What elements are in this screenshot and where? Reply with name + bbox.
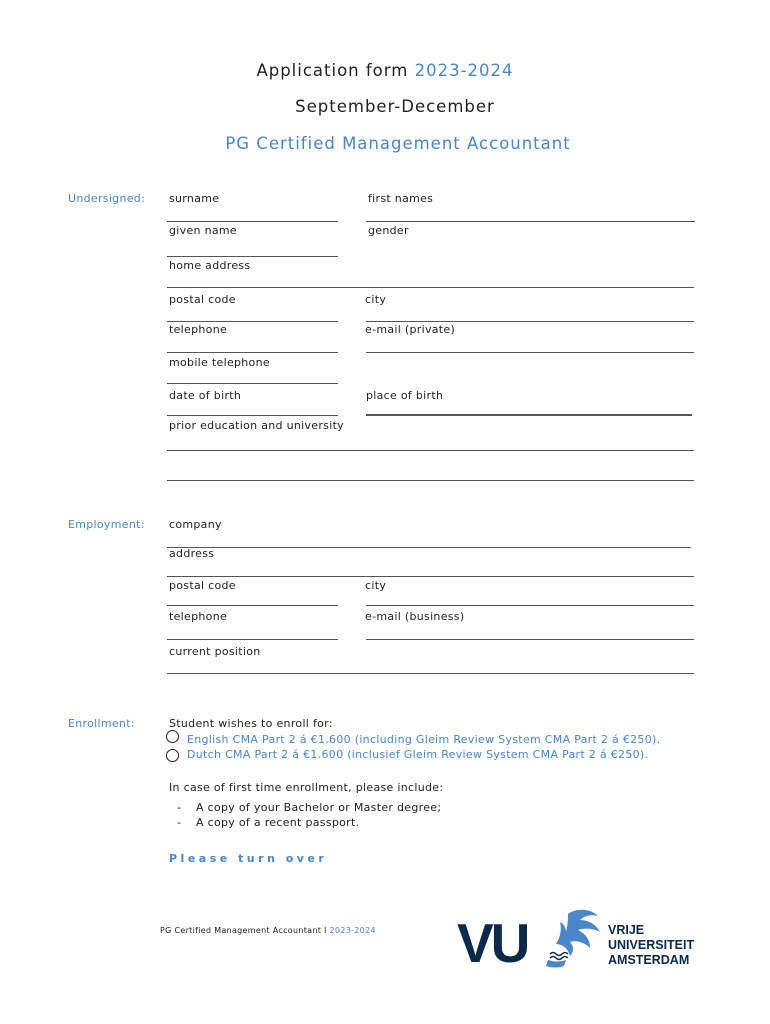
footer-year: 2023-2024 bbox=[329, 926, 376, 935]
program-title: PG Certified Management Accountant bbox=[225, 134, 571, 153]
footer-separator: I bbox=[324, 926, 327, 935]
enroll-intro: Student wishes to enroll for: bbox=[169, 717, 333, 730]
radio-dutch-option[interactable] bbox=[166, 749, 179, 762]
emp-city-field[interactable] bbox=[366, 605, 694, 606]
prior-education-label: prior education and university bbox=[169, 419, 344, 432]
postal-code-label: postal code bbox=[169, 293, 236, 306]
vu-logo-text bbox=[608, 923, 694, 968]
email-business-label: e-mail (business) bbox=[365, 610, 465, 623]
radio-english-option[interactable] bbox=[166, 730, 179, 743]
gender-label: gender bbox=[368, 224, 409, 237]
prior-education-field-1[interactable] bbox=[167, 450, 694, 451]
logo-line-3: AMSTERDAM bbox=[608, 953, 690, 967]
emp-postal-code-label: postal code bbox=[169, 579, 236, 592]
option-dutch-label: Dutch CMA Part 2 á €1.600 (inclusief Gleim Review System CMA Part 2 á €250). bbox=[187, 748, 649, 761]
footer-program: PG Certified Management Accountant bbox=[160, 926, 322, 935]
current-position-field[interactable] bbox=[167, 673, 694, 674]
option-english-label: English CMA Part 2 á €1.600 (including Gleim Review System CMA Part 2 á €250). bbox=[187, 733, 661, 746]
company-field[interactable] bbox=[167, 547, 691, 548]
form-title bbox=[0, 61, 770, 80]
email-private-field[interactable] bbox=[366, 352, 694, 353]
postal-code-field[interactable] bbox=[167, 321, 338, 322]
given-name-label: given name bbox=[169, 224, 237, 237]
period: September-December bbox=[295, 97, 495, 116]
first-names-label: first names bbox=[368, 192, 434, 205]
footer-text bbox=[160, 926, 376, 935]
section-label-undersigned: Undersigned: bbox=[68, 192, 146, 205]
mobile-telephone-field[interactable] bbox=[167, 383, 338, 384]
emp-postal-code-field[interactable] bbox=[167, 605, 338, 606]
email-private-label: e-mail (private) bbox=[365, 323, 456, 336]
emp-city-label: city bbox=[365, 579, 387, 592]
section-label-employment: Employment: bbox=[68, 518, 145, 531]
city-field[interactable] bbox=[366, 321, 694, 322]
list-bullet: - bbox=[177, 801, 182, 814]
include-item-degree: A copy of your Bachelor or Master degree; bbox=[196, 801, 442, 814]
home-address-label: home address bbox=[169, 259, 251, 272]
date-of-birth-field[interactable] bbox=[167, 415, 338, 416]
surname-label: surname bbox=[169, 192, 220, 205]
emp-telephone-label: telephone bbox=[169, 610, 228, 623]
list-bullet: - bbox=[177, 816, 182, 829]
surname-field[interactable] bbox=[167, 221, 338, 222]
telephone-label: telephone bbox=[169, 323, 228, 336]
logo-line-1: VRIJE bbox=[608, 923, 645, 937]
company-label: company bbox=[169, 518, 222, 531]
section-label-enrollment: Enrollment: bbox=[68, 717, 135, 730]
vu-logo-mark: VU bbox=[457, 912, 528, 974]
mobile-telephone-label: mobile telephone bbox=[169, 356, 270, 369]
address-label: address bbox=[169, 547, 215, 560]
address-field[interactable] bbox=[167, 576, 694, 577]
please-turn-over: Please turn over bbox=[169, 852, 328, 865]
title-prefix: Application form bbox=[256, 61, 409, 80]
home-address-field[interactable] bbox=[167, 287, 694, 288]
first-names-field[interactable] bbox=[366, 221, 695, 222]
place-of-birth-label: place of birth bbox=[366, 389, 444, 402]
given-name-field[interactable] bbox=[167, 256, 338, 257]
telephone-field[interactable] bbox=[167, 352, 338, 353]
logo-line-2: UNIVERSITEIT bbox=[608, 938, 695, 952]
email-business-field[interactable] bbox=[366, 639, 694, 640]
emp-telephone-field[interactable] bbox=[167, 639, 338, 640]
place-of-birth-field[interactable] bbox=[366, 414, 692, 416]
city-label: city bbox=[365, 293, 387, 306]
first-time-note: In case of first time enrollment, please include: bbox=[169, 781, 444, 794]
current-position-label: current position bbox=[169, 645, 261, 658]
title-year: 2023-2024 bbox=[414, 61, 514, 80]
include-item-passport: A copy of a recent passport. bbox=[196, 816, 360, 829]
date-of-birth-label: date of birth bbox=[169, 389, 242, 402]
griffin-icon bbox=[538, 908, 604, 970]
prior-education-field-2[interactable] bbox=[167, 480, 694, 481]
